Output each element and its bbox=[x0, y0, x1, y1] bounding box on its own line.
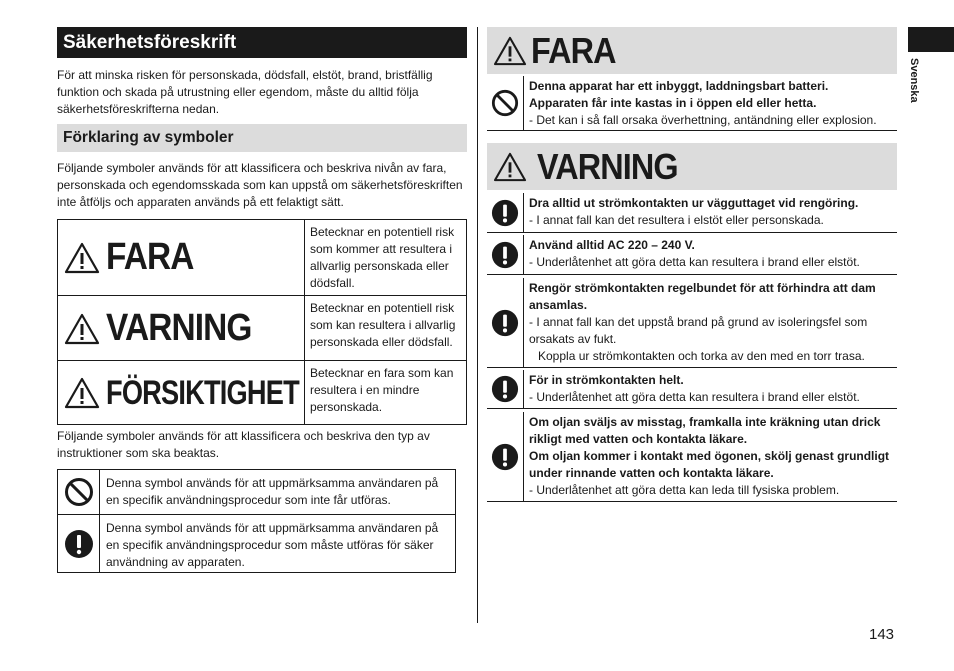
symbol-description: Denna symbol används för att uppmärksamma användaren på en specifik användningsprocedur som måste utföras för säker användning av apparaten. bbox=[106, 521, 439, 569]
prohibition-icon bbox=[64, 477, 94, 507]
warning-text bbox=[529, 78, 897, 129]
levels-description: Följande symboler används för att klassificera och beskriva nivån av fara, personskada och egendomsskada som kan uppstå om säkerhetsföreskriften inte åtföljs och apparaten används på ett felaktigt sätt. bbox=[57, 161, 463, 209]
varning-title-bar bbox=[487, 143, 897, 190]
warning-note: Koppla ur strömkontakten och torka av den med en torr trasa. bbox=[538, 349, 865, 363]
varning-item bbox=[487, 193, 897, 233]
mandatory-icon bbox=[491, 309, 519, 337]
warning-bold: Apparaten får inte kastas in i öppen eld eller hetta. bbox=[529, 96, 817, 110]
warning-text bbox=[529, 237, 897, 271]
varning-item bbox=[487, 412, 897, 502]
signal-word: FÖRSIKTIGHET bbox=[106, 373, 299, 412]
fara-title-bar bbox=[487, 27, 897, 74]
subsection-header: Förklaring av symboler bbox=[57, 124, 467, 152]
warning-bold: Rengör strömkontakten regelbundet för att förhindra att dam ansamlas. bbox=[529, 281, 876, 312]
signal-row-varning bbox=[58, 295, 466, 361]
fara-title: FARA bbox=[531, 29, 616, 71]
warning-text bbox=[529, 414, 897, 499]
prohibition-icon bbox=[491, 89, 519, 117]
warning-icon-cell bbox=[487, 278, 524, 367]
language-text: Svenska bbox=[908, 58, 920, 103]
signal-description: Betecknar en fara som kan resultera i en mindre personskada. bbox=[310, 366, 454, 414]
page-number: 143 bbox=[869, 626, 895, 643]
warning-bold: Dra alltid ut strömkontakten ur vägguttaget vid rengöring. bbox=[529, 196, 859, 210]
fara-item bbox=[487, 76, 897, 131]
warning-note: - Underlåtenhet att göra detta kan leda till fysiska problem. bbox=[529, 483, 840, 497]
warning-icon-cell bbox=[487, 412, 524, 501]
signal-row-forsiktighet bbox=[58, 360, 466, 425]
language-label bbox=[906, 58, 924, 108]
warning-icon-cell bbox=[487, 235, 524, 274]
warning-triangle-icon bbox=[493, 36, 527, 66]
warning-text bbox=[529, 280, 897, 365]
symbol-description: Denna symbol används för att uppmärksamma användaren på en specifik användningsprocedur som inte får utföras. bbox=[106, 476, 439, 507]
warning-triangle-icon bbox=[64, 313, 100, 345]
varning-item bbox=[487, 235, 897, 275]
side-tab-marker bbox=[908, 27, 954, 52]
mandatory-icon bbox=[491, 241, 519, 269]
warning-icon-cell bbox=[487, 193, 524, 232]
signal-word-cell bbox=[58, 361, 305, 425]
warning-bold: Om oljan kommer i kontakt med ögonen, skölj genast grundligt under rinnande vatten och kontakta läkare. bbox=[529, 449, 890, 480]
warning-triangle-icon bbox=[493, 152, 527, 182]
warning-bold: Om oljan sväljs av misstag, framkalla inte kräkning utan drick rikligt med vatten och kontakta läkare. bbox=[529, 415, 881, 446]
varning-item bbox=[487, 370, 897, 409]
signal-word-cell bbox=[58, 296, 305, 361]
symbol-icon-cell bbox=[58, 470, 100, 514]
warning-note: - Underlåtenhet att göra detta kan resultera i brand eller elstöt. bbox=[529, 255, 860, 269]
mandatory-icon bbox=[64, 529, 94, 559]
warning-triangle-icon bbox=[64, 377, 100, 409]
column-divider bbox=[477, 27, 478, 623]
mandatory-icon bbox=[491, 199, 519, 227]
signal-word-cell bbox=[58, 220, 305, 295]
varning-item bbox=[487, 278, 897, 368]
intro-text: För att minska risken för personskada, dödsfall, elstöt, brand, bristfällig funktion och skada på utrustning eller egendom, måste du alltid följa säkerhetsföreskrifterna nedan. bbox=[57, 68, 433, 116]
warning-bold: Använd alltid AC 220 – 240 V. bbox=[529, 238, 695, 252]
signal-word: VARNING bbox=[106, 307, 252, 349]
warning-icon-cell bbox=[487, 76, 524, 130]
warning-bold: För in strömkontakten helt. bbox=[529, 373, 684, 387]
warning-bold: Denna apparat har ett inbyggt, laddningsbart batteri. bbox=[529, 79, 829, 93]
mandatory-icon bbox=[491, 375, 519, 403]
warning-note: - I annat fall kan det resultera i elstöt eller personskada. bbox=[529, 213, 824, 227]
warning-note: - I annat fall kan det uppstå brand på grund av isoleringsfel som orsakats av fukt. bbox=[529, 315, 868, 346]
symbol-row-mandatory bbox=[58, 515, 455, 572]
section-header: Säkerhetsföreskrift bbox=[57, 27, 467, 58]
varning-title: VARNING bbox=[537, 145, 678, 187]
warning-note: - Det kan i så fall orsaka överhettning, antändning eller explosion. bbox=[529, 113, 877, 127]
signal-description: Betecknar en potentiell risk som kan resultera i allvarlig personskada eller dödsfall. bbox=[310, 301, 456, 349]
signal-description: Betecknar en potentiell risk som kommer att resultera i allvarlig personskada eller dödsfall. bbox=[310, 225, 455, 290]
symbol-table bbox=[57, 469, 456, 573]
signal-row-fara bbox=[58, 220, 466, 295]
warning-text bbox=[529, 195, 897, 229]
warning-note: - Underlåtenhet att göra detta kan resultera i brand eller elstöt. bbox=[529, 390, 860, 404]
types-description: Följande symboler används för att klassificera och beskriva den typ av instruktioner som ska beaktas. bbox=[57, 429, 430, 460]
warning-icon-cell bbox=[487, 370, 524, 408]
mandatory-icon bbox=[491, 443, 519, 471]
symbol-row-prohibition bbox=[58, 470, 455, 515]
warning-text bbox=[529, 372, 897, 406]
warning-triangle-icon bbox=[64, 242, 100, 274]
signal-word-table bbox=[57, 219, 467, 425]
symbol-icon-cell bbox=[58, 515, 100, 572]
signal-word: FARA bbox=[106, 236, 194, 278]
